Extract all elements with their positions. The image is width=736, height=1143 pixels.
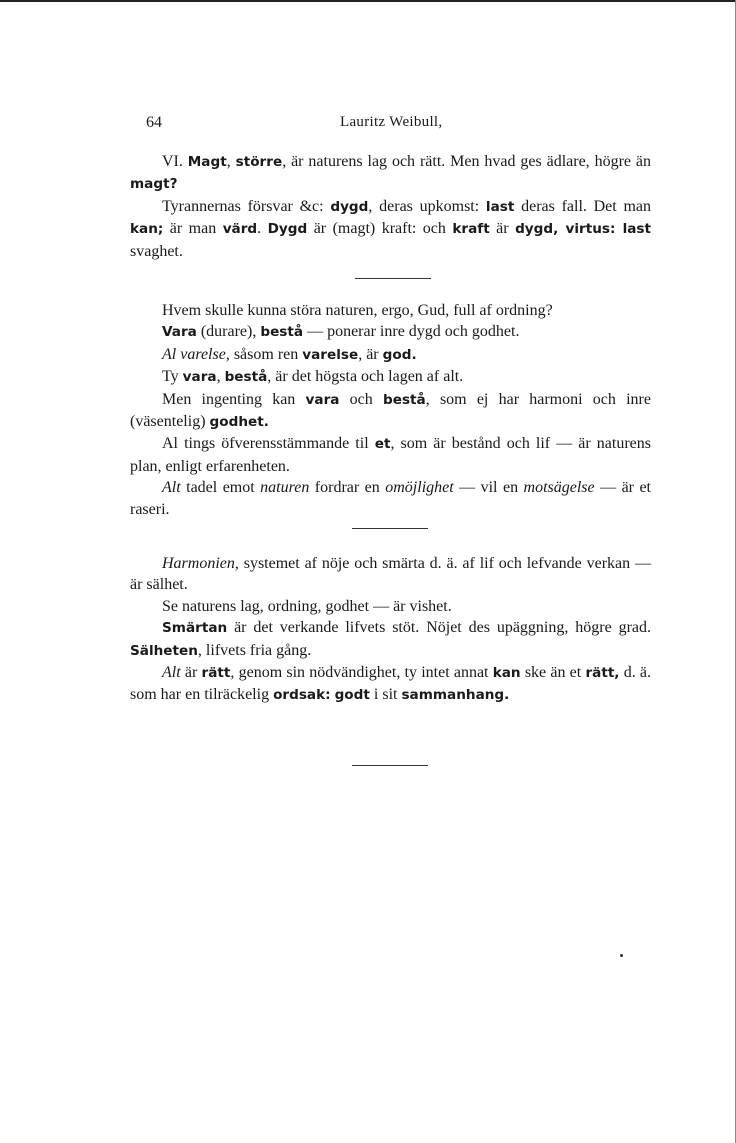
text-run: , är [358,345,383,363]
bold-text: vara [182,369,217,386]
scan-speck [620,954,623,957]
section-divider [352,528,428,529]
bold-text: ordsak: [273,687,331,704]
text-run: ske än et [520,664,586,682]
text-run: svaghet. [130,242,183,260]
bold-text: bestå [383,391,426,408]
text-run: är (magt) kraft: och [307,220,453,238]
running-head: Lauritz Weibull, [340,114,443,130]
text-run: , [226,153,236,170]
section-vi [130,151,651,262]
paragraph [130,553,651,596]
text-run: är det verkande lifvets stöt. Nöjet des upäggning, högre grad. [227,619,651,637]
page-edge-top [0,0,736,2]
text-run: VI. [162,153,188,170]
text-run: — är et raseri. [130,479,652,518]
section-nature [130,300,651,520]
text-run: . [257,220,268,238]
paragraph [130,300,651,321]
text-run: tadel emot [180,479,261,497]
paragraph [130,389,651,434]
bold-text: rätt [201,665,231,682]
text-run: d. ä. som har en tilräckelig [130,664,652,704]
bold-text: godhet. [209,414,269,431]
text-run: är [180,664,202,682]
paragraph [130,151,651,196]
paragraph [130,662,651,707]
text-run: , såsom ren [225,345,303,363]
text-run: , [216,368,225,386]
text-run: , genom sin nödvändighet, ty intet annat [230,664,493,682]
bold-text: last [485,198,515,215]
text-run: Ty [162,368,183,386]
bold-text: värd [222,221,258,238]
bold-text: kan; [130,221,164,238]
bold-text: godt [334,687,370,704]
bold-text: bestå [260,324,304,341]
bold-text: varelse [302,346,359,363]
paragraph [130,366,651,388]
text-run: Tyrannernas försvar &c: [162,197,331,215]
bold-text: bestå [224,369,268,386]
text-run: Hvem skulle kunna störa naturen, ergo, Gud, full af ordning? [162,302,553,319]
italic-text: omöjlighet [385,479,454,497]
bold-text: dygd, virtus: last [515,221,652,238]
text-run: , som är bestånd och lif — är naturens plan, enligt erfarenheten. [130,435,651,475]
italic-text: Harmonien [162,555,235,572]
text-run: är [489,220,516,238]
text-run: i sit [369,686,402,704]
text-run: Men ingenting kan [162,390,306,408]
text-run: , systemet af nöje och smärta d. ä. af lif och lefvande verkan — är sälhet. [130,555,651,594]
italic-text: motsägelse [523,479,595,497]
text-run: , som ej har harmoni och inre (väsentelig) [130,390,651,431]
bold-text: rätt, [585,665,620,682]
bold-text: magt? [130,176,178,193]
bold-text: et [374,436,391,453]
bold-text: god. [382,346,417,363]
paragraph [130,321,651,343]
bold-text: Dygd [267,221,308,238]
italic-text: naturen [260,479,310,497]
page-number: 64 [146,114,162,131]
italic-text: Alt [162,664,181,682]
text-run: — ponerar inre dygd och godhet. [303,323,520,341]
paragraph [130,344,651,366]
text-run: Se naturens lag, ordning, godhet — är vishet. [162,597,452,615]
bold-text: Smärtan [162,620,228,637]
text-run: (durare), [196,323,261,341]
bold-text: Magt [187,154,227,170]
text-run: är man [163,220,223,238]
paragraph [130,596,651,617]
bold-text: större [235,154,283,170]
paragraph [130,433,651,477]
text-run: fordrar en [309,479,386,497]
text-run: , är det högsta och lagen af alt. [267,368,464,386]
text-run: Al tings öfverensstämmande til [162,435,375,453]
bold-text: Vara [162,324,197,341]
text-run: — vil en [453,479,524,497]
paragraph [130,617,651,662]
bold-text: Sälheten [130,642,198,659]
section-divider [355,278,431,279]
text-run: , lifvets fria gång. [197,641,312,659]
text-run: , är naturens lag och rätt. Men hvad ges ädlare, högre än [282,153,652,170]
section-harmony [130,553,651,707]
text-run: deras fall. Det man [514,197,651,215]
text-run: , deras upkomst: [368,197,486,215]
italic-text: Alt [162,479,181,497]
italic-text: Al varelse [162,345,226,363]
bold-text: dygd [330,198,369,215]
bold-text: kraft [452,221,490,238]
section-divider [352,765,428,766]
bold-text: kan [492,665,521,682]
paragraph [130,196,651,262]
bold-text: vara [305,391,340,408]
paragraph [130,477,651,520]
text-run: och [339,390,383,408]
bold-text: sammanhang. [401,687,510,704]
